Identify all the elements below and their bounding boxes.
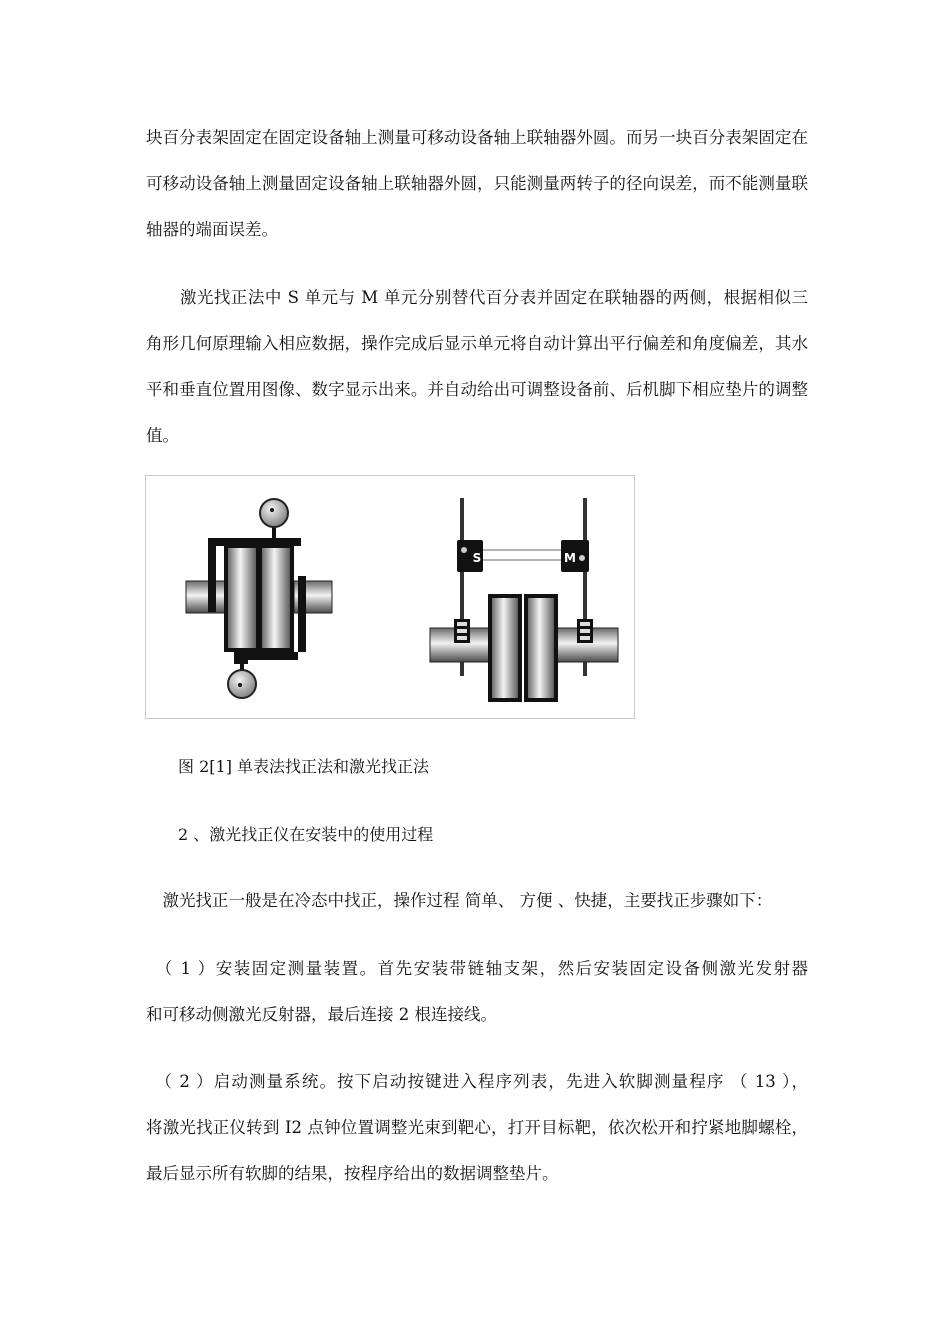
m-unit-label: M — [564, 551, 576, 565]
step-2-line-2: 将激光找正仪转到 I2 点钟位置调整光束到靶心，打开目标靶，依次松开和拧紧地脚螺栓， — [146, 1118, 808, 1137]
paragraph-2-line-2: 角形几何原理输入相应数据，操作完成后显示单元将自动计算出平行偏差和角度偏差，其水 — [146, 334, 808, 353]
paragraph-1-line-1: 块百分表架固定在固定设备轴上测量可移动设备轴上联轴器外圆。而另一块百分表架固定在 — [146, 128, 808, 147]
step-2-line-3: 最后显示所有软脚的结果，按程序给出的数据调整垫片。 — [146, 1164, 559, 1183]
laser-method-diagram — [430, 498, 618, 700]
step-2-line-1: （ 2 ）启动测量系统。按下启动按键进入程序列表，先进入软脚测量程序 （ 13 ）， — [146, 1072, 808, 1091]
paragraph-2-line-3: 平和垂直位置用图像、数字显示出来。并自动给出可调整设备前、后机脚下相应垫片的调整 — [146, 380, 808, 399]
single-dial-method-diagram — [186, 499, 332, 698]
laser-left-coupling-hub — [490, 596, 520, 700]
section-heading: 2 、激光找正仪在安装中的使用过程 — [178, 825, 434, 844]
top-dial-indicator-icon — [260, 499, 288, 527]
laser-right-coupling-hub — [526, 596, 556, 700]
figure-caption: 图 2[1] 单表法找正法和激光找正法 — [178, 757, 430, 776]
step-1-line-2: 和可移动侧激光反射器，最后连接 2 根连接线。 — [146, 1005, 497, 1024]
paragraph-2-line-1: 激光找正法中 S 单元与 M 单元分别替代百分表并固定在联轴器的两侧，根据相似三 — [146, 288, 808, 307]
paragraph-1-line-3: 轴器的端面误差。 — [146, 220, 278, 239]
right-coupling-hub — [260, 546, 292, 650]
intro-paragraph: 激光找正一般是在冷态中找正，操作过程 简单、 方便 、快捷，主要找正步骤如下： — [146, 891, 773, 910]
paragraph-1-line-2: 可移动设备轴上测量固定设备轴上联轴器外圆，只能测量两转子的径向误差，而不能测量联 — [146, 174, 808, 193]
step-1-line-1: （ 1 ）安装固定测量装置。首先安装带链轴支架，然后安装固定设备侧激光发射器 — [146, 959, 808, 978]
alignment-diagram — [146, 476, 636, 720]
left-coupling-hub — [226, 546, 258, 650]
bottom-dial-indicator-icon — [228, 670, 256, 698]
s-unit-lens-icon — [461, 547, 467, 553]
s-unit-label: S — [472, 551, 482, 565]
paragraph-2-line-4: 值。 — [146, 426, 179, 445]
alignment-figure — [145, 475, 635, 719]
m-unit-lens-icon — [579, 555, 585, 561]
